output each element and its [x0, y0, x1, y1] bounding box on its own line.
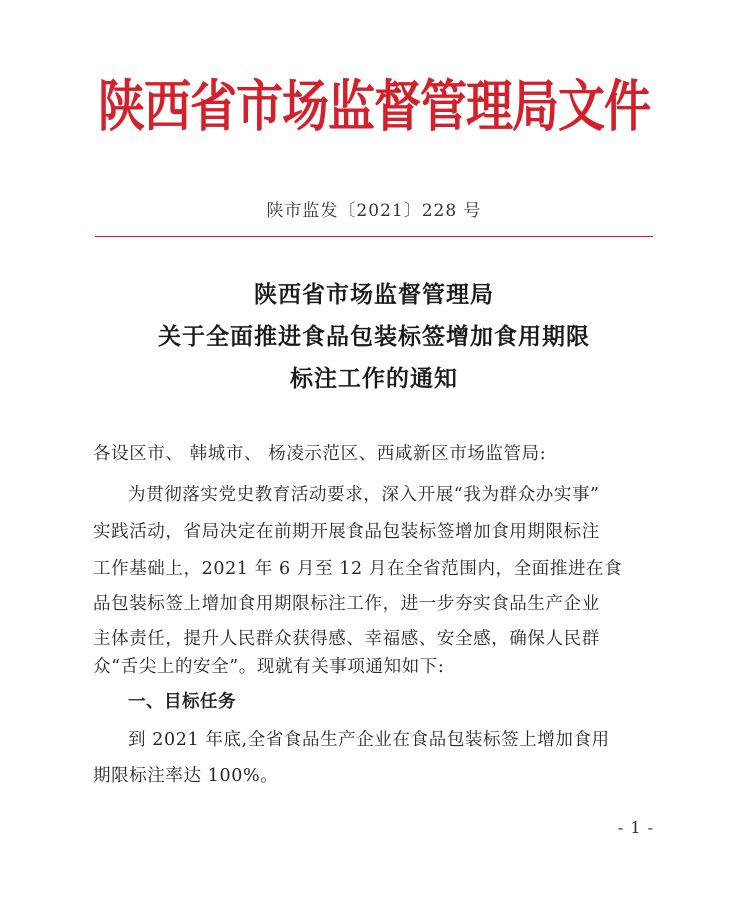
paragraph-1-line: 品包装标签上增加食用期限标注工作，进一步夯实食品生产企业	[93, 594, 600, 614]
addressee-line: 各设区市、 韩城市、 杨凌示范区、西咸新区市场监管局:	[93, 444, 547, 464]
paragraph-2-line: 到 2021 年底,全省食品生产企业在食品包装标签上增加食用	[128, 730, 610, 750]
paragraph-1-line: 为贯彻落实党史教育活动要求，深入开展“我为群众办实事”	[128, 485, 600, 505]
red-divider-line	[95, 236, 653, 237]
document-number: 陕市监发〔2021〕228 号	[266, 201, 482, 221]
paragraph-1-line: 工作基础上，2021 年 6 月至 12 月在全省范围内，全面推进在食	[93, 559, 623, 579]
notice-title-line-1: 陕西省市场监督管理局	[254, 281, 494, 308]
paragraph-1-line: 众“舌尖上的安全”。现就有关事项通知如下:	[93, 657, 445, 677]
notice-title-line-2: 关于全面推进食品包装标签增加食用期限	[158, 323, 590, 350]
section-heading-target-tasks: 一、目标任务	[128, 692, 236, 712]
notice-title-line-3: 标注工作的通知	[290, 365, 458, 392]
org-header-title: 陕西省市场监督管理局文件	[98, 74, 650, 140]
paragraph-1-line: 实践活动，省局决定在前期开展食品包装标签增加食用期限标注	[93, 522, 600, 542]
page-number: - 1 -	[617, 818, 654, 837]
paragraph-1-line: 主体责任，提升人民群众获得感、幸福感、安全感，确保人民群	[93, 629, 600, 649]
paragraph-2-line: 期限标注率达 100%。	[93, 766, 279, 786]
